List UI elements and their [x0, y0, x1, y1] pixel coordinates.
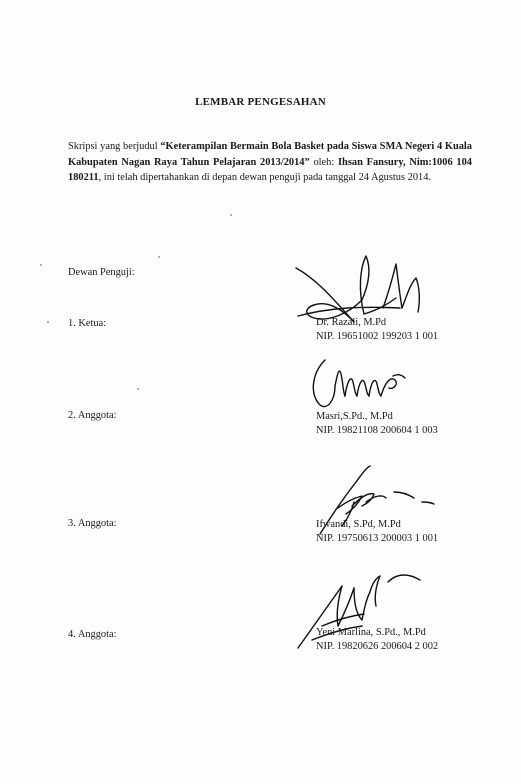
examiner-2-signature — [305, 352, 415, 414]
examiner-3-role: 3. Anggota: — [68, 518, 117, 529]
examiner-2-role: 2. Anggota: — [68, 410, 117, 421]
intro-text-2: oleh: — [309, 156, 339, 168]
scan-speck — [230, 214, 232, 216]
examiner-4-role: 4. Anggota: — [68, 629, 117, 640]
scan-speck — [40, 264, 42, 266]
intro-text-1: Skripsi yang berjudul — [68, 141, 161, 152]
examiner-3-name: Ifwandi, S.Pd, M.Pd — [316, 519, 401, 530]
scan-speck — [158, 256, 160, 258]
examiner-3-nip: NIP. 19750613 200003 1 001 — [316, 533, 439, 544]
examiner-4-nip: NIP. 19820626 200604 2 002 — [316, 641, 439, 652]
examiner-1-name: Dr. Razali, M.Pd — [316, 317, 387, 328]
examiner-2-nip: NIP. 19821108 200604 1 003 — [316, 425, 438, 436]
examiner-3-signature — [312, 462, 442, 542]
examiner-2-name: Masri,S.Pd., M.Pd — [316, 411, 393, 422]
examiner-4-name: Yeni Marlina, S.Pd., M.Pd — [316, 627, 426, 638]
intro-text-3: , ini telah dipertahankan di depan dewan penguji pada tanggal 24 Agustus 2014. — [98, 172, 432, 183]
thesis-title: “Keterampilan Bermain Bola Basket pada Siswa SMA Negeri 4 Kuala Kabupaten Nagan Raya Tahun Pelajaran 2013/2014” — [68, 141, 472, 168]
examiner-1-role: 1. Ketua: — [68, 318, 107, 329]
scan-speck — [47, 321, 49, 323]
page-title: LEMBAR PENGESAHAN — [195, 96, 326, 108]
student-identity: Ihsan Fansury, Nim:1006 104 180211 — [68, 156, 472, 183]
board-label: Dewan Penguji: — [68, 267, 135, 278]
scan-speck — [137, 388, 139, 390]
intro-paragraph — [68, 139, 472, 186]
examiner-1-nip: NIP. 19651002 199203 1 001 — [316, 331, 439, 342]
